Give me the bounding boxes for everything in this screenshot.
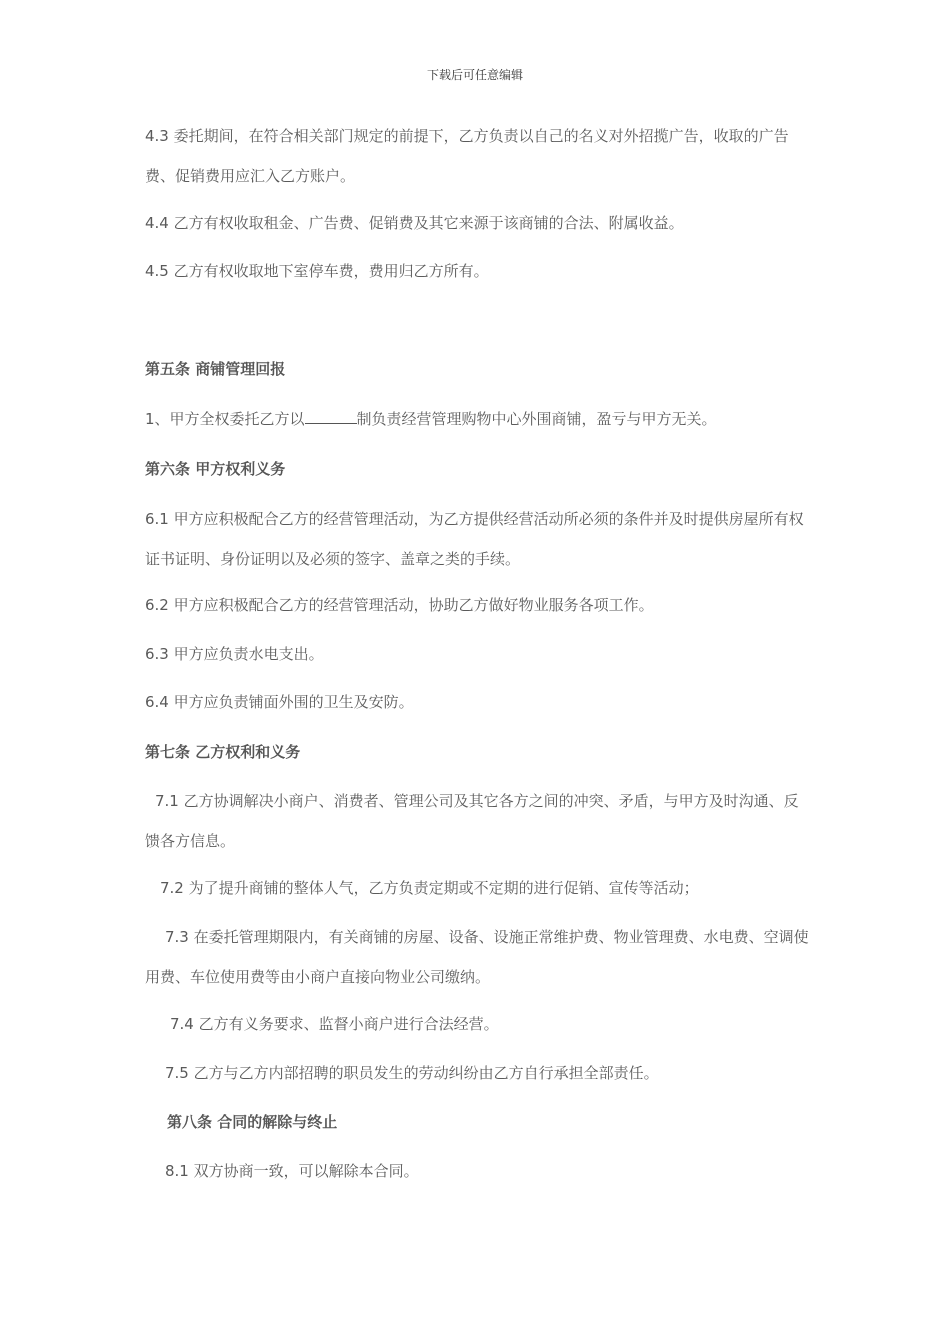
- clause-7-2: [145, 877, 810, 899]
- clause-5-1: [145, 408, 810, 430]
- clause-number: 7.5: [165, 1064, 189, 1082]
- clause-text: 甲方应负责铺面外围的卫生及安防。: [173, 693, 414, 711]
- page-header: 下载后可任意编辑: [426, 68, 523, 82]
- clause-4-3: [145, 116, 810, 196]
- clause-7-3: [145, 917, 810, 997]
- clause-number: 7.1: [155, 792, 179, 810]
- clause-text: 为了提升商铺的整体人气，乙方负责定期或不定期的进行促销、宣传等活动；: [188, 879, 699, 897]
- clause-6-1: [145, 499, 810, 579]
- section-heading-6: 第六条 甲方权利义务: [145, 460, 286, 478]
- clause-number: 4.5: [145, 262, 169, 280]
- clause-7-4: [145, 1013, 810, 1035]
- clause-7-5: [145, 1062, 810, 1084]
- section-heading-5: 第五条 商铺管理回报: [145, 360, 286, 378]
- clause-text: 甲方应积极配合乙方的经营管理活动，协助乙方做好物业服务各项工作。: [173, 596, 654, 614]
- clause-4-4: [145, 212, 810, 234]
- clause-text: 乙方有权收取租金、广告费、促销费及其它来源于该商铺的合法、附属收益。: [173, 214, 684, 232]
- clause-text: 在委托管理期限内，有关商铺的房屋、设备、设施正常维护费、物业管理费、水电费、空调使用费、车位使用费等由小商户直接向物业公司缴纳。: [145, 928, 809, 986]
- clause-text: 委托期间，在符合相关部门规定的前提下，乙方负责以自己的名义对外招揽广告，收取的广告费、促销费用应汇入乙方账户。: [145, 127, 789, 185]
- clause-number: 4.4: [145, 214, 169, 232]
- clause-text-prefix: 1、甲方全权委托乙方以: [145, 410, 305, 428]
- section-heading-7: 第七条 乙方权利和义务: [145, 743, 301, 761]
- clause-number: 6.3: [145, 645, 169, 663]
- clause-8-1: [145, 1160, 810, 1182]
- clause-number: 6.2: [145, 596, 169, 614]
- clause-text: 乙方有义务要求、监督小商户进行合法经营。: [198, 1015, 499, 1033]
- fill-in-blank: [305, 409, 357, 424]
- clause-6-3: [145, 643, 810, 665]
- clause-4-5: [145, 260, 810, 282]
- clause-text-suffix: 制负责经营管理购物中心外围商铺，盈亏与甲方无关。: [356, 410, 717, 428]
- clause-text: 乙方有权收取地下室停车费，费用归乙方所有。: [173, 262, 489, 280]
- clause-number: 6.4: [145, 693, 169, 711]
- clause-number: 6.1: [145, 510, 169, 528]
- section-heading-8: 第八条 合同的解除与终止: [167, 1113, 338, 1131]
- clause-text: 甲方应积极配合乙方的经营管理活动，为乙方提供经营活动所必须的条件并及时提供房屋所有权证书证明、身份证明以及必须的签字、盖章之类的手续。: [145, 510, 804, 568]
- clause-number: 8.1: [165, 1162, 189, 1180]
- clause-6-2: [145, 594, 810, 616]
- clause-number: 7.2: [160, 879, 184, 897]
- clause-text: 乙方与乙方内部招聘的职员发生的劳动纠纷由乙方自行承担全部责任。: [193, 1064, 659, 1082]
- clause-number: 7.4: [170, 1015, 194, 1033]
- clause-6-4: [145, 691, 810, 713]
- clause-text: 双方协商一致，可以解除本合同。: [193, 1162, 419, 1180]
- clause-text: 甲方应负责水电支出。: [173, 645, 324, 663]
- clause-text: 乙方协调解决小商户、消费者、管理公司及其它各方之间的冲突、矛盾，与甲方及时沟通、反馈各方信息。: [145, 792, 799, 850]
- clause-number: 7.3: [165, 928, 189, 946]
- clause-7-1: [145, 781, 810, 861]
- clause-number: 4.3: [145, 127, 169, 145]
